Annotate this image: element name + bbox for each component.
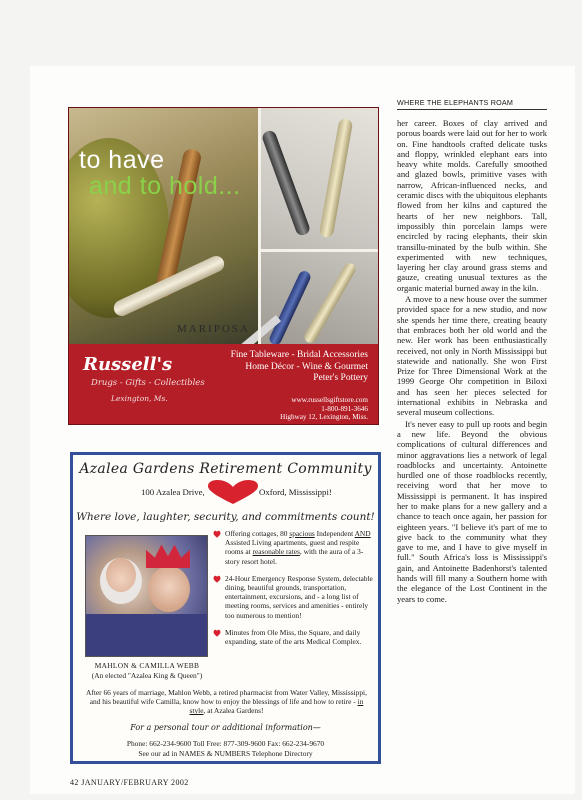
address-city: Oxford, Mississippi! — [259, 487, 332, 497]
ad-tagline-2: and to hold... — [89, 172, 241, 200]
phone-number: 1-800-891-3646 — [321, 404, 368, 413]
feature-item: Offering cottages, 80 spacious Independent AND Assisted Living apartments, guest and respite rooms at reasonable rates, with the aura of a 3-story resort hotel. — [211, 529, 377, 566]
ad-motto: Where love, laughter, security, and commitments count! — [76, 511, 375, 523]
feature-item: Minutes from Ole Miss, the Square, and daily expanding, state of the arts Medical Complex. — [211, 628, 377, 646]
running-head: WHERE THE ELEPHANTS ROAM — [397, 98, 547, 110]
heart-bullet-icon — [213, 575, 221, 583]
russells-logo: Russell's — [83, 354, 173, 375]
ad-title: Azalea Gardens Retirement Community — [79, 461, 372, 477]
article-column — [397, 98, 547, 604]
article-paragraph: her career. Boxes of clay arrived and porous boards were laid out for her to work on. Fine handtools crafted delicate tusks and floppy, wrinkled elephant ears into heavy white molds. Carefully smoothed and glazed bowls, primitive vases with narrow, African-influenced necks, and ceramic discs with the ubiquitous elephants flowed from her kilns and captured the hearts of her new neighbors. Tall, impossibly thin porcelain lamps were encircled by racing elephants, their skin transillu-minated by the bulb within. She experimented with new techniques, layering her clay around grass stems and gauze, creating unusual textures as the organic material burned away in the kiln. — [397, 118, 547, 293]
website-link[interactable]: www.russellsgiftstore.com — [291, 396, 368, 404]
crown-icon — [146, 542, 190, 568]
photo-caption-names: MAHLON & CAMILLA WEBB — [94, 661, 200, 670]
tour-invitation: For a personal tour or additional information— — [130, 723, 321, 732]
page-folio: 42 JANUARY/FEBRUARY 2002 — [70, 778, 189, 787]
store-address: Highway 12, Lexington, Miss. — [280, 413, 368, 422]
ad-story: After 66 years of marriage, Mahlon Webb, a retired pharmacist from Water Valley, Mississippi, and his beautiful wife Camilla, know how to enjoy the blessings of life and how to retire - in style, at Azalea Gardens! — [86, 688, 367, 716]
address-street: 100 Azalea Drive, — [141, 487, 205, 497]
man-face — [148, 566, 190, 612]
directory-note: See our ad in NAMES & NUMBERS Telephone Directory — [138, 749, 313, 758]
heart-bullet-icon — [213, 530, 221, 538]
tableware-photo — [69, 108, 379, 344]
feature-item: 24-Hour Emergency Response System, delectable dining, beautiful grounds, transportation, entertainment, excursions, and - a long list of meeting rooms, services and amenities - entirely too numerous to mention! — [211, 574, 377, 620]
service-line: Peter's Pottery — [313, 373, 368, 383]
heart-bullet-icon — [213, 629, 221, 637]
service-line: Home Décor - Wine & Gourmet — [245, 361, 368, 372]
pattern-name: MARIPOSA — [177, 323, 250, 335]
azalea-gardens-ad — [70, 452, 381, 764]
photo-caption-title: (An elected "Azalea King & Queen") — [91, 671, 203, 680]
russells-info-panel — [69, 344, 379, 425]
logo-subtitle: Drugs - Gifts - Collectibles — [91, 378, 205, 388]
logo-city: Lexington, Ms. — [111, 394, 168, 403]
contact-block — [280, 396, 368, 422]
features-list — [211, 529, 377, 654]
article-paragraph: A move to a new house over the summer provided space for a new studio, and now she spends her time there, creating beauty that embraces both her old world and the new. Her work has been enthusiastically received, not only in North Mississippi but statewide and nationally. She won First Prize for Three Dimensional Work at the 1999 George Ohr competition in Biloxi and has seen her pieces selected for international exhibits in Nebraska and several museum collections. — [397, 294, 547, 418]
services-list — [231, 350, 368, 385]
service-line: Fine Tableware - Bridal Accessories — [230, 350, 368, 360]
russells-ad — [68, 107, 379, 425]
article-paragraph: It's never easy to pull up roots and begin a new life. Beyond the obvious complications of cultural differences and minor aggravations lies a network of legal roadblocks and uncertainty. Antoinette hurdled one of those roadblocks recently, receiving word that her move to Mississippi is permanent. It has inspired her to make plans for a new gallery and a chance to teach once again, her passion for eighteen years. "I believe it's part of me to give back to the community what they gave to me, and I have to give myself in full." South Africa's loss is Mississippi's gain, and Antoinette Badenhorst's talented hands will fill many a Southern home with the elegance of the Lost Continent in the years to come. — [397, 418, 547, 604]
phone-numbers: Phone: 662-234-9600 Toll Free: 877-309-9600 Fax: 662-234-9670 — [126, 739, 325, 748]
woman-face — [100, 558, 142, 604]
ad-tagline-1: to have — [79, 146, 165, 174]
heart-icon — [203, 479, 263, 505]
couple-photo — [85, 535, 208, 657]
